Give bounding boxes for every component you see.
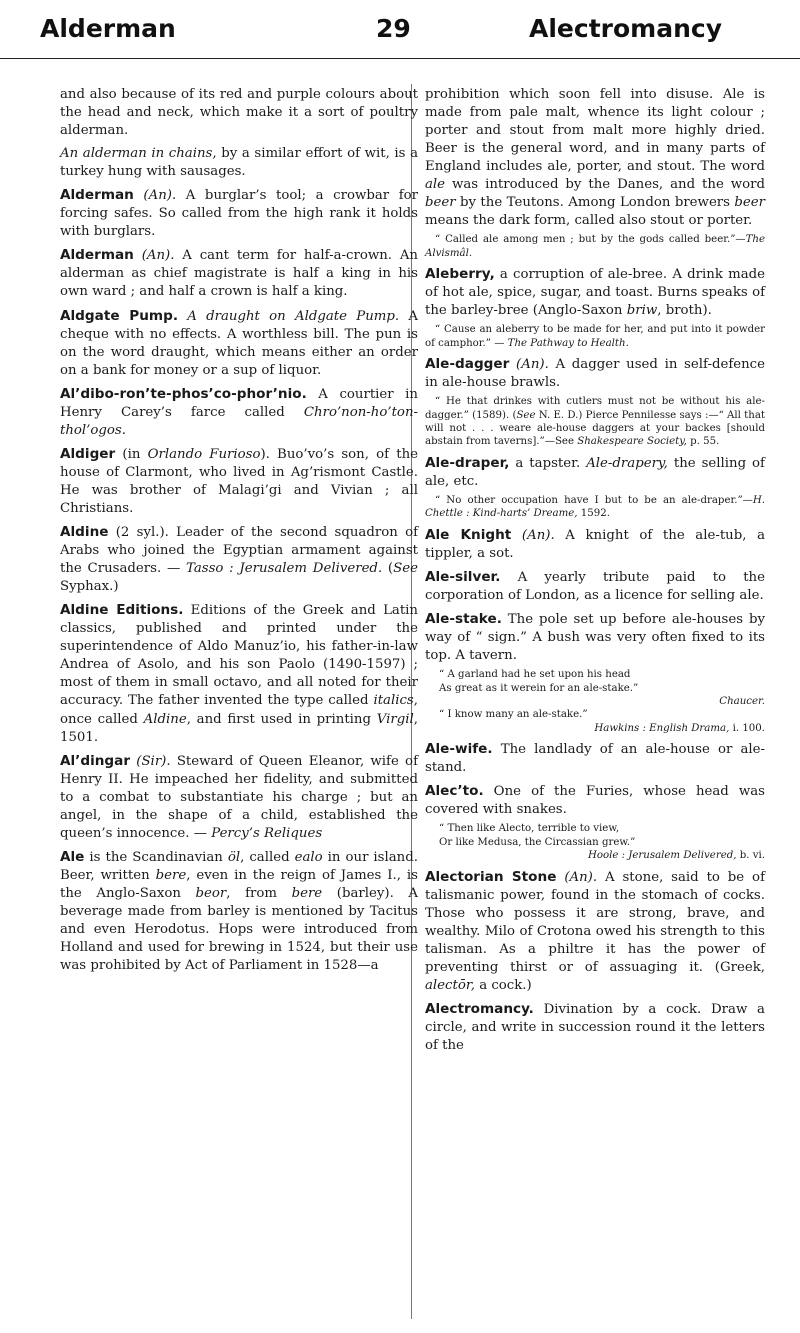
headword: Al’dingar xyxy=(60,752,131,769)
headword: Ale xyxy=(60,848,85,865)
headword: Al’dibo-ron’te-phos’co-phor’nio. xyxy=(60,385,307,402)
headword: Alderman xyxy=(60,187,134,204)
entry-alderman-in-chains: An alderman in chains, by a similar effort of wit, is a turkey hung with sausages. xyxy=(60,146,419,180)
headword: Aldgate Pump. xyxy=(60,307,178,324)
headword: Ale-silver. xyxy=(425,568,501,585)
headword: Aleberry, xyxy=(425,266,495,283)
header-last-word: Alectromancy xyxy=(529,14,722,43)
headword: Ale-wife. xyxy=(425,741,493,758)
page-number: 29 xyxy=(376,14,411,43)
entry-continuation: and also because of its red and purple colours about the head and neck, which make it a sort of poultry alderman. xyxy=(60,87,418,139)
quotation: “ No other occupation have I but to be an ale-draper.”—H. Chettle : Kind-harts’ Dreame, 1592. xyxy=(425,494,765,520)
verse-quotation: “ Then like Alecto, terrible to view, Or like Medusa, the Circassian grew.” Hoole : Jerusalem Delivered, b. vi. xyxy=(439,823,765,862)
entry-lead: An alderman in chains xyxy=(60,146,213,162)
quotation: “ Cause an aleberry to be made for her, and put into it powder of camphor.” — The Pathway to Health. xyxy=(425,324,765,349)
entry-alecto: Alec’to. One of the Furies, whose head was covered with snakes. xyxy=(425,783,765,818)
entry-ale: Ale is the Scandinavian öl, called ealo in our island. Beer, written bere, even in the reign of James I., is the Anglo-Saxon beor, from bere (barley). A beverage made from barley is mentioned by Tacitus and even Herodotus. Hops were introduced from Holland and used for brewing in 1524, but their use was prohibited by Act of Parliament in 1528—a xyxy=(60,848,418,974)
entry-aleberry: Aleberry, a corruption of ale-bree. A drink made of hot ale, spice, sugar, and toast. Burns speaks of the barley-bree (Anglo-Saxon briw, broth). xyxy=(425,266,765,319)
entry-alectorian-stone: Alectorian Stone (An). A stone, said to be of talismanic power, found in the stomach of cocks. Those who possess it are strong, brave, and wealthy. Milo of Crotona owed his strength to this talisman. As a philtre it has the power of preventing thirst or of assuaging it. (Greek, alectōr, a cock.) xyxy=(425,868,765,993)
running-header xyxy=(0,14,800,59)
entry-ale-stake: Ale-stake. The pole set up before ale-houses by way of “ sign.” A bush was very often fixed to its top. A tavern. xyxy=(425,610,765,664)
headword: Alectromancy. xyxy=(425,1000,534,1017)
headword: Alderman xyxy=(60,247,134,264)
quotation: “ He that drinkes with cutlers must not be without his ale-dagger.” (1589). (See N. E. D.) Pierce Pennilesse says :—“ All that will not . . . weare ale-house daggers at your backes [should abstain from taverns].”—See Shakespeare Society, p. 55. xyxy=(425,396,765,448)
entry-aldiborontephoscophornio: Al’dibo-ron’te-phos’co-phor’nio. A courtier in Henry Carey’s farce called Chro’non-ho’ton-thol’ogos. xyxy=(60,385,418,438)
quotation: “ Called ale among men ; but by the gods called beer.”—The Alvismâl. xyxy=(425,234,765,259)
entry-ale-knight: Ale Knight (An). A knight of the ale-tub, a tippler, a sot. xyxy=(425,526,765,561)
headword: Alec’to. xyxy=(425,783,484,800)
header-first-word: Alderman xyxy=(40,14,176,43)
headword: Ale-dagger xyxy=(425,356,510,373)
entry-aldingar: Al’dingar (Sir). Steward of Queen Eleanor, wife of Henry II. He impeached her fidelity, and submitted to a combat to substantiate his charge ; but an angel, in the shape of a child, established the queen’s innocence. — Percy’s Reliques xyxy=(60,752,418,841)
entry-aldine-editions: Aldine Editions. Editions of the Greek and Latin classics, published and printed under the superintendence of Aldo Manuz’io, his father-in-law Andrea of Asolo, and his son Paolo (1490-1597) ; most of them in small octavo, and all noted for their accuracy. The father invented the type called italics, once called Aldine, and first used in printing Virgil, 1501. xyxy=(60,602,418,745)
entry-ale-draper: Ale-draper, a tapster. Ale-drapery, the selling of ale, etc. xyxy=(425,454,765,489)
headword: Ale-stake. xyxy=(425,610,502,627)
entry-ale-dagger: Ale-dagger (An). A dagger used in self-defence in ale-house brawls. xyxy=(425,356,765,391)
headword: Aldine xyxy=(60,524,109,541)
entry-continuation: prohibition which soon fell into disuse. Ale is made from pale malt, whence its light colour ; porter and stout from malt more highly dried. Beer is the general word, and in many parts of England includes ale, porter, and stout. The word ale was introduced by the Danes, and the word beer by the Teutons. Among London brewers beer means the dark form, called also stout or porter. xyxy=(425,87,765,229)
left-column xyxy=(60,86,418,980)
entry-aldine: Aldine (2 syl.). Leader of the second squadron of Arabs who joined the Egyptian armament against the Crusaders. — Tasso : Jerusalem Delivered. (See Syphax.) xyxy=(60,524,418,595)
entry-alderman-burglar: Alderman (An). A burglar’s tool; a crowbar for forcing safes. So called from the high rank it holds with burglars. xyxy=(60,187,418,240)
entry-ale-silver: Ale-silver. A yearly tribute paid to the corporation of London, as a licence for selling ale. xyxy=(425,568,765,603)
headword: Alectorian Stone xyxy=(425,868,557,885)
headword: Aldine Editions. xyxy=(60,602,184,619)
entry-alectromancy: Alectromancy. Divination by a cock. Draw a circle, and write in succession round it the letters of the xyxy=(425,1000,765,1053)
entry-aldgate-pump: Aldgate Pump. A draught on Aldgate Pump. A cheque with no effects. A worthless bill. The pun is on the word draught, which means either an order on a bank for money or a sup of liquor. xyxy=(60,307,418,378)
headword: Ale Knight xyxy=(425,526,512,543)
right-column xyxy=(425,86,765,1060)
entry-alderman-half-crown: Alderman (An). A cant term for half-a-crown. An alderman as chief magistrate is half a king in his own ward ; and half a crown is half a king. xyxy=(60,247,418,300)
headword: Aldiger xyxy=(60,445,116,462)
headword: Ale-draper, xyxy=(425,454,510,471)
entry-aldiger: Aldiger (in Orlando Furioso). Buo’vo’s son, of the house of Clarmont, who lived in Ag’rismont Castle. He was brother of Malagi’gi and Vivian ; all Christians. xyxy=(60,445,418,516)
entry-ale-wife: Ale-wife. The landlady of an ale-house or ale-stand. xyxy=(425,741,765,776)
verse-quotation: “ A garland had he set upon his head As great as it werein for an ale-stake.” Chaucer. “ I know many an ale-stake.” Hawkins : English Drama, i. 100. xyxy=(439,669,765,734)
